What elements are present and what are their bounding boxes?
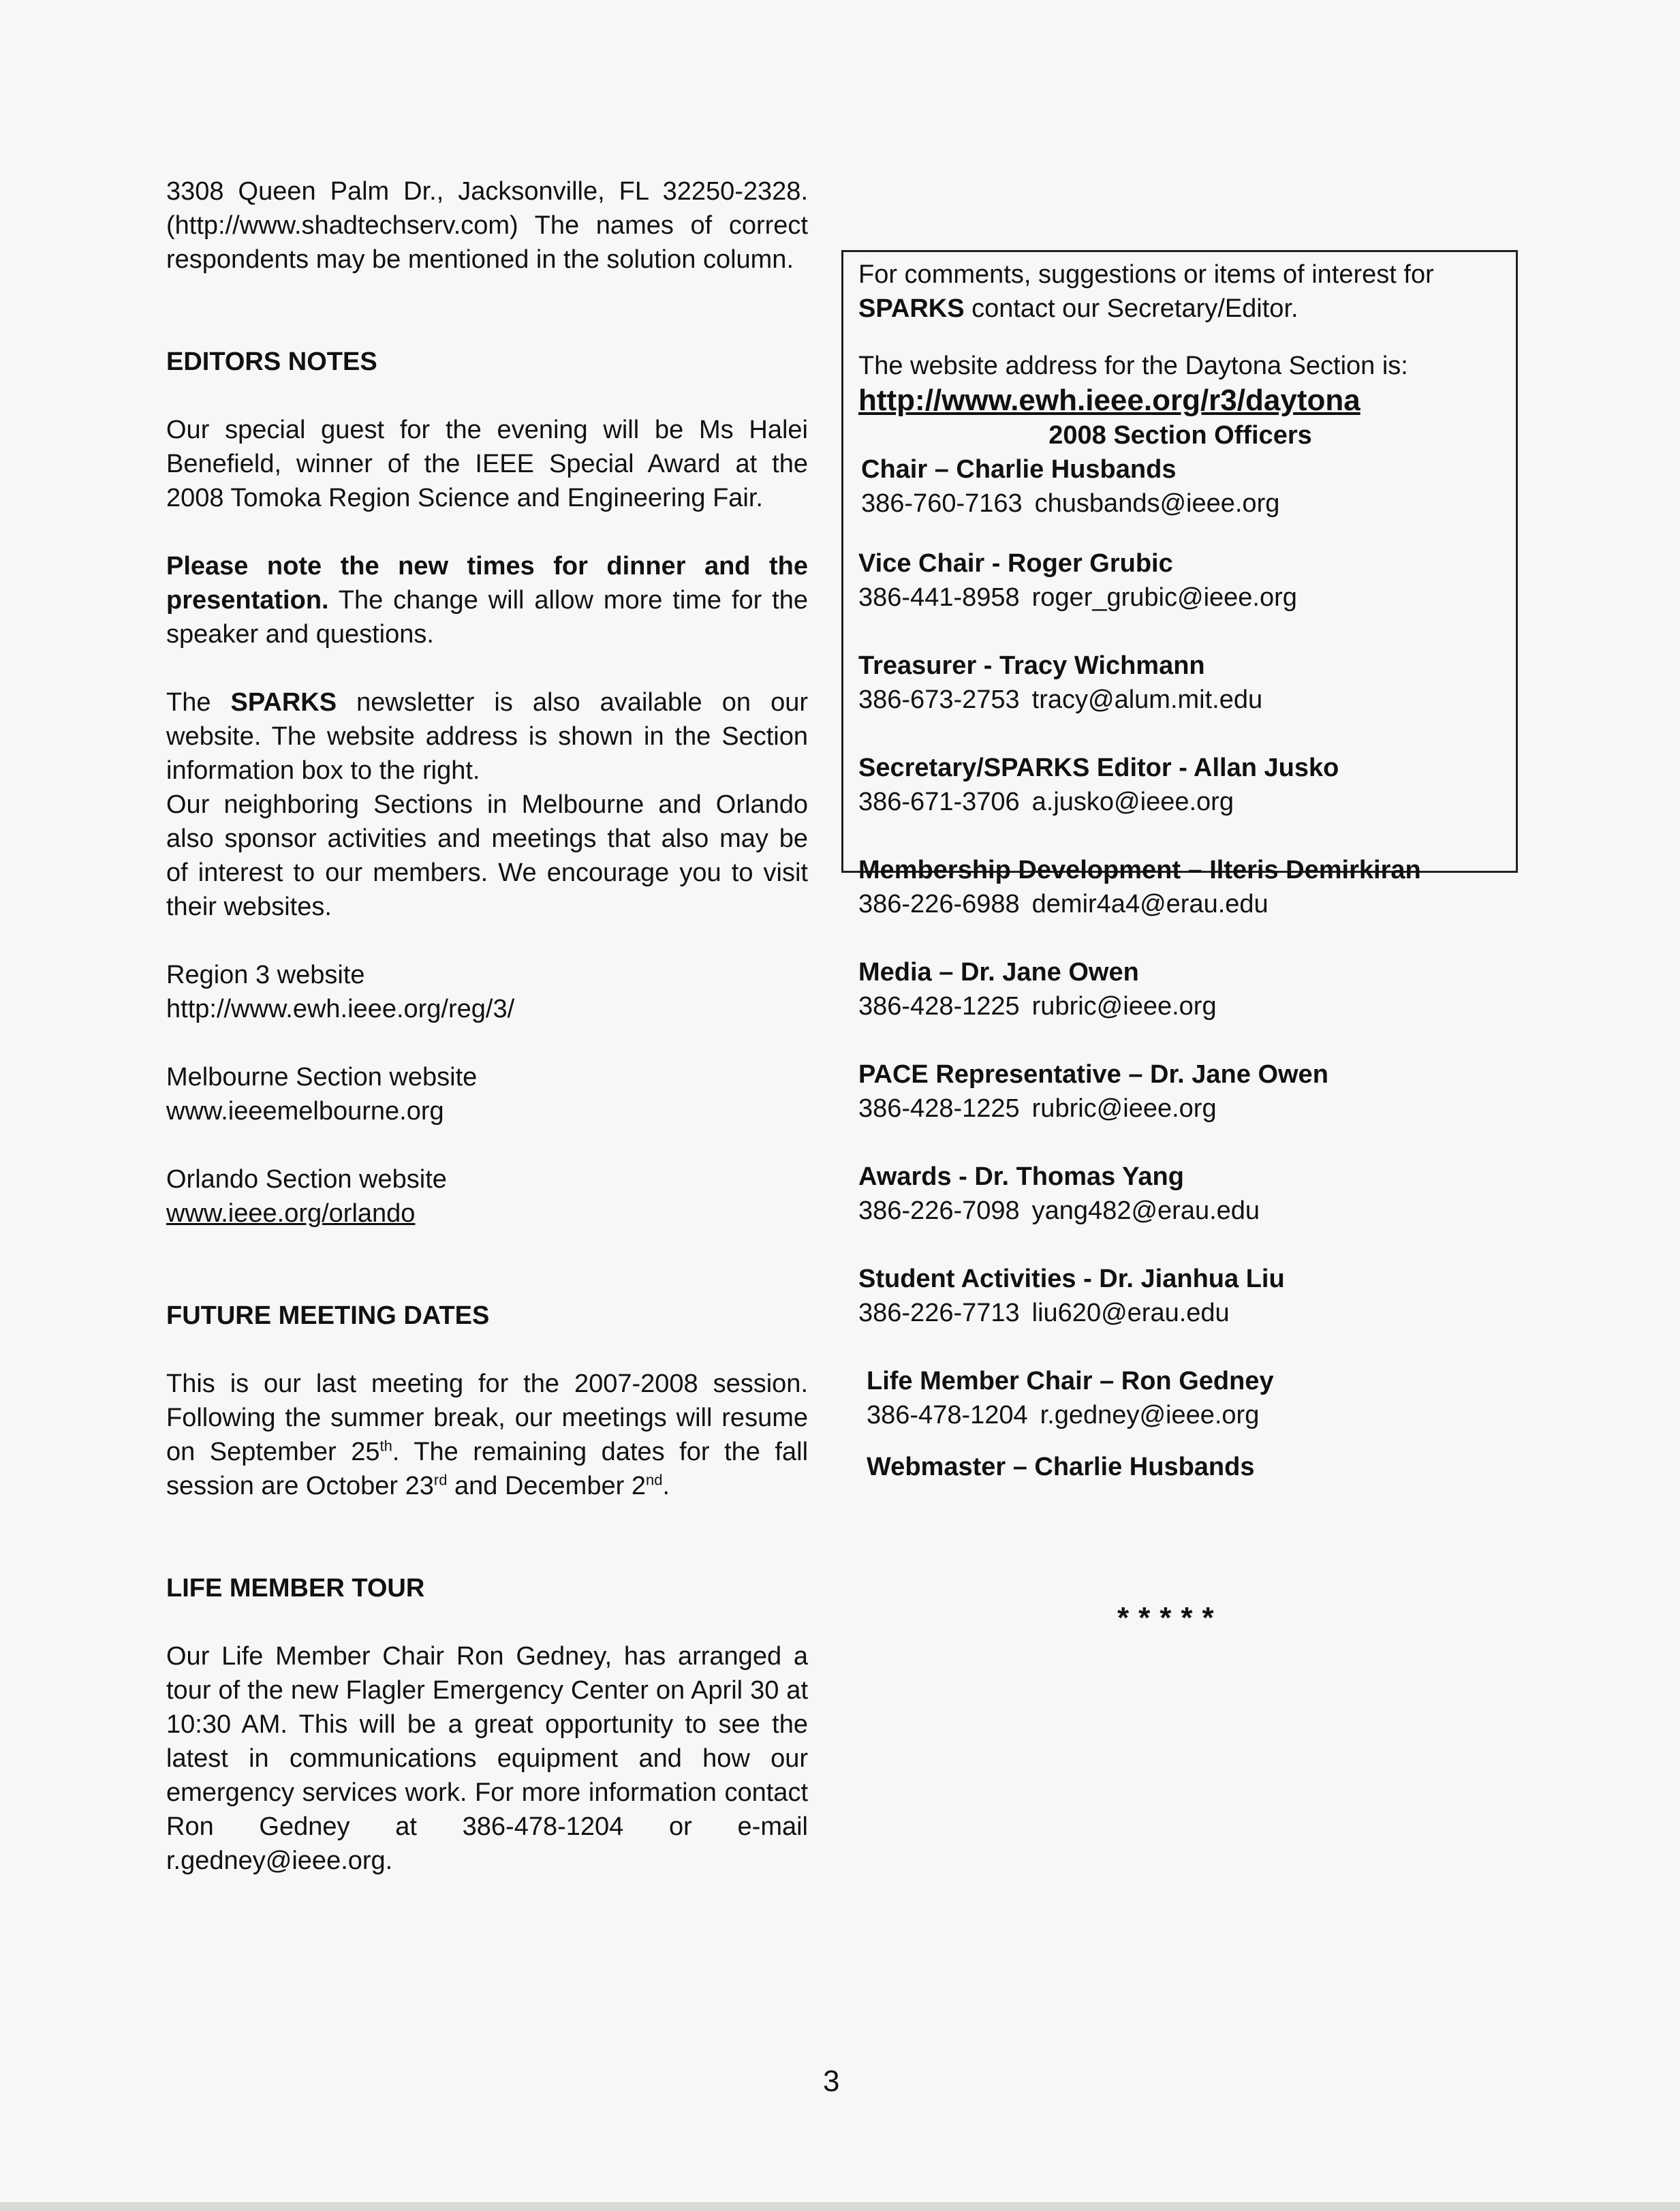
officer-phone: 386-428-1225	[858, 992, 1020, 1021]
future-sup-2: rd	[433, 1471, 448, 1489]
sparks-pre: The	[166, 688, 231, 717]
website-label: The website address for the Daytona Section is:	[858, 352, 1408, 380]
officer-role: Awards - Dr. Thomas Yang	[858, 1162, 1184, 1191]
officer-list	[858, 452, 1502, 1432]
officer-email[interactable]: tracy@alum.mit.edu	[1031, 685, 1263, 714]
officer-email[interactable]: rubric@ieee.org	[1031, 1094, 1217, 1123]
sparks-rest: newsletter is also available on our website. The website address is shown in the Section information box to the right.	[166, 688, 808, 785]
officer-entry	[858, 1364, 1502, 1432]
officer-phone: 386-760-7163	[861, 489, 1023, 518]
officer-role: Life Member Chair – Ron Gedney	[867, 1367, 1274, 1395]
future-meetings-heading: FUTURE MEETING DATES	[166, 1301, 490, 1330]
page-bottom-edge	[0, 2202, 1680, 2211]
officer-phone: 386-673-2753	[858, 685, 1020, 714]
officer-email[interactable]: rubric@ieee.org	[1031, 992, 1217, 1021]
officer-entry	[858, 546, 1502, 615]
officer-contact	[858, 1194, 1502, 1228]
officer-email[interactable]: chusbands@ieee.org	[1034, 489, 1280, 518]
officer-email[interactable]: a.jusko@ieee.org	[1031, 788, 1234, 816]
officer-phone: 386-428-1225	[858, 1094, 1020, 1123]
daytona-website-link[interactable]: http://www.ewh.ieee.org/r3/daytona	[858, 384, 1360, 417]
officer-role: Media – Dr. Jane Owen	[858, 958, 1139, 987]
officer-email[interactable]: liu620@erau.edu	[1031, 1299, 1230, 1327]
officer-phone: 386-671-3706	[858, 788, 1020, 816]
officer-contact	[858, 683, 1502, 717]
officer-entry	[858, 1160, 1502, 1228]
section-info-box	[841, 250, 1518, 1481]
officer-contact	[858, 1092, 1502, 1126]
officer-email[interactable]: roger_grubic@ieee.org	[1031, 583, 1297, 612]
officer-role: Treasurer - Tracy Wichmann	[858, 651, 1205, 680]
officer-entry	[858, 955, 1502, 1023]
officer-entry	[858, 649, 1502, 717]
comments-line: For comments, suggestions or items of interest for	[858, 260, 1434, 289]
future-sup-1: th	[379, 1437, 392, 1455]
officer-contact	[858, 581, 1502, 615]
officer-email[interactable]: yang482@erau.edu	[1031, 1196, 1260, 1225]
comments-sparks: SPARKS	[858, 294, 965, 323]
editors-paragraph-sparks	[166, 685, 808, 788]
future-text-2: . The remaining dates for the fall session are October 23	[166, 1438, 809, 1500]
officer-phone: 386-478-1204	[867, 1401, 1028, 1429]
officer-role: PACE Representative – Dr. Jane Owen	[858, 1060, 1328, 1089]
editors-paragraph-neighbors: Our neighboring Sections in Melbourne and Orlando also sponsor activities and meetings that also may be of interest to our members. We encourage you to visit their websites.	[166, 790, 808, 921]
future-text-4: .	[662, 1472, 670, 1500]
life-member-tour-paragraph: Our Life Member Chair Ron Gedney, has arranged a tour of the new Flagler Emergency Center on April 30 at 10:30 AM. This will be a great opportunity to see the latest in communications equipment and how our emergency services work. For more information contact Ron Gedney at 386-478-1204 or e-mail r.gedney@ieee.org.	[166, 1642, 808, 1875]
officers-title: 2008 Section Officers	[1048, 421, 1312, 450]
officer-entry	[858, 853, 1502, 921]
officer-role: Vice Chair - Roger Grubic	[858, 549, 1173, 578]
region3-link[interactable]: http://www.ewh.ieee.org/reg/3/	[166, 995, 515, 1023]
officer-email[interactable]: demir4a4@erau.edu	[1031, 890, 1269, 918]
officer-contact	[861, 486, 1502, 521]
officer-phone: 386-441-8958	[858, 583, 1020, 612]
future-text-1: This is our last meeting for the 2007-2008 session. Following the summer break, our meetings will resume on September 25	[166, 1370, 808, 1466]
melbourne-link[interactable]: www.ieeemelbourne.org	[166, 1097, 444, 1126]
officer-role: Chair – Charlie Husbands	[861, 455, 1177, 484]
future-meetings-paragraph	[166, 1367, 808, 1503]
section-divider-stars: *****	[1117, 1601, 1224, 1635]
sparks-name: SPARKS	[230, 688, 337, 717]
officer-phone: 386-226-6988	[858, 890, 1020, 918]
officer-phone: 386-226-7098	[858, 1196, 1020, 1225]
officer-contact	[858, 1296, 1502, 1330]
times-notice-rest: The change will allow more time for the speaker and questions.	[166, 586, 808, 649]
officer-entry	[858, 751, 1502, 819]
officer-contact	[867, 1398, 1502, 1432]
editors-paragraph-times	[166, 549, 808, 651]
page-number: 3	[823, 2065, 840, 2098]
life-member-tour-heading: LIFE MEMBER TOUR	[166, 1574, 425, 1603]
orlando-label: Orlando Section website	[166, 1165, 447, 1194]
times-notice: Please note the new times for dinner and the presentation.	[166, 552, 808, 615]
melbourne-label: Melbourne Section website	[166, 1063, 478, 1092]
webmaster: Webmaster – Charlie Husbands	[867, 1453, 1255, 1481]
editors-notes-heading: EDITORS NOTES	[166, 347, 377, 376]
future-sup-3: nd	[645, 1471, 663, 1489]
officer-role: Membership Development – Ilteris Demirkiran	[858, 856, 1421, 884]
officer-entry	[858, 1057, 1502, 1126]
intro-paragraph: 3308 Queen Palm Dr., Jacksonville, FL 32250-2328. (http://www.shadtechserv.com) The names of correct respondents may be mentioned in the solution column.	[166, 177, 808, 274]
orlando-link[interactable]: www.ieee.org/orlando	[166, 1199, 416, 1228]
officer-contact	[858, 785, 1502, 819]
officer-phone: 386-226-7713	[858, 1299, 1020, 1327]
officer-entry	[858, 452, 1502, 521]
future-text-3: and December 2	[447, 1472, 646, 1500]
officer-role: Secretary/SPARKS Editor - Allan Jusko	[858, 754, 1339, 782]
officer-role: Student Activities - Dr. Jianhua Liu	[858, 1265, 1285, 1293]
comments-line-2	[858, 292, 1502, 326]
officer-email[interactable]: r.gedney@ieee.org	[1040, 1401, 1260, 1429]
comments-rest: contact our Secretary/Editor.	[964, 294, 1298, 323]
officer-contact	[858, 887, 1502, 921]
editors-paragraph-guest: Our special guest for the evening will be Ms Halei Benefield, winner of the IEEE Special Award at the 2008 Tomoka Region Science and Engineering Fair.	[166, 416, 808, 512]
left-column	[166, 174, 808, 1878]
officer-contact	[858, 989, 1502, 1023]
region3-label: Region 3 website	[166, 961, 365, 989]
officer-entry	[858, 1262, 1502, 1330]
